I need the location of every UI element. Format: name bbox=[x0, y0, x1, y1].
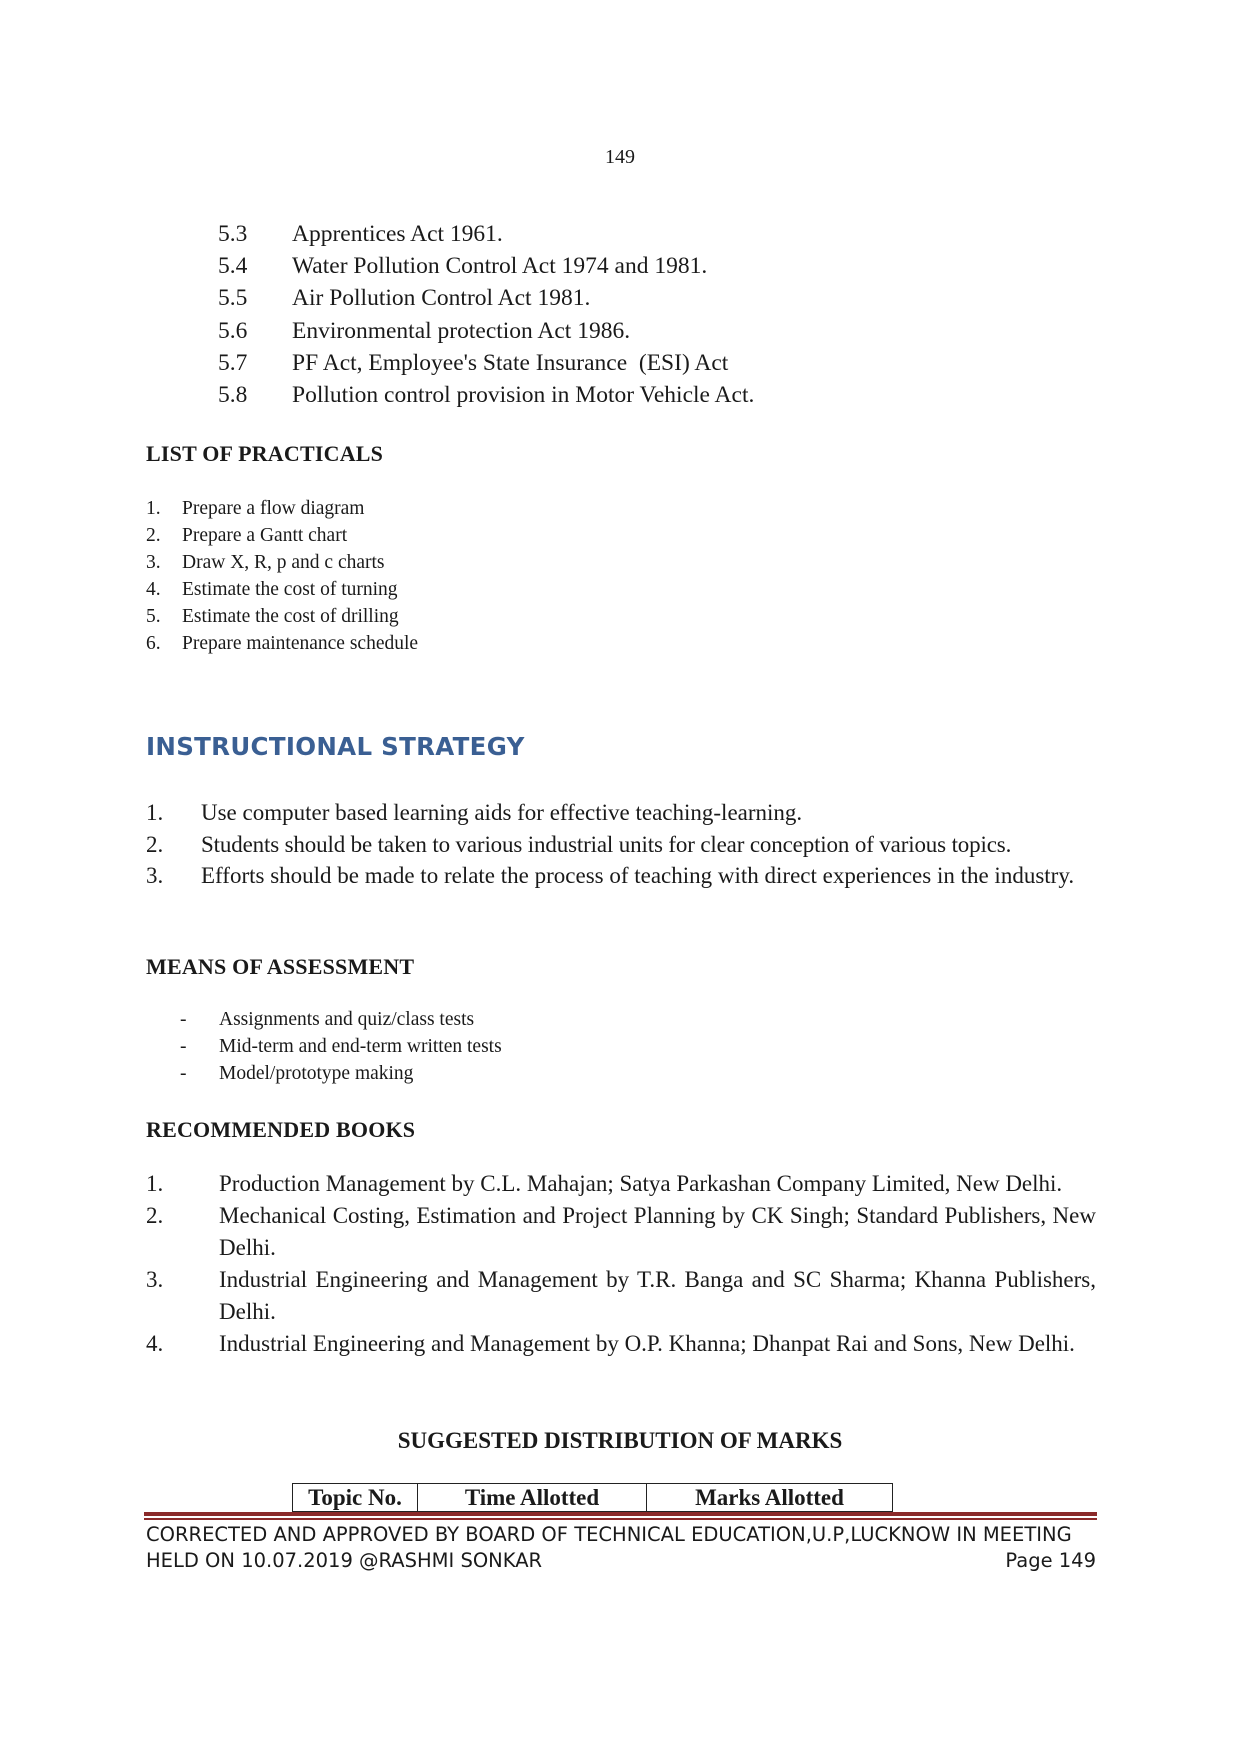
footer-approval-line: CORRECTED AND APPROVED BY BOARD OF TECHNICAL EDUCATION,U.P,LUCKNOW IN MEETING bbox=[146, 1523, 1072, 1546]
assessment-list bbox=[180, 1006, 502, 1087]
table-header-row bbox=[293, 1484, 893, 1512]
item-text: Pollution control provision in Motor Vehicle Act. bbox=[292, 382, 755, 409]
practicals-heading: LIST OF PRACTICALS bbox=[146, 441, 384, 466]
list-item bbox=[146, 1328, 1096, 1360]
item-number: 5.5 bbox=[218, 285, 248, 312]
column-header: Marks Allotted bbox=[647, 1484, 893, 1512]
instructional-strategy-heading: INSTRUCTIONAL STRATEGY bbox=[146, 732, 525, 761]
list-item bbox=[146, 1264, 1096, 1328]
item-text: Industrial Engineering and Management by T.R. Banga and SC Sharma; Khanna Publishers, Delhi. bbox=[219, 1267, 1096, 1324]
unit-topics-list bbox=[218, 218, 754, 412]
item-number: 5.8 bbox=[218, 382, 248, 409]
page-footer bbox=[146, 1522, 1096, 1574]
assessment-heading: MEANS OF ASSESSMENT bbox=[146, 954, 415, 979]
column-header: Topic No. bbox=[293, 1484, 418, 1512]
item-text: Assignments and quiz/class tests bbox=[219, 1008, 475, 1030]
bullet: - bbox=[180, 1008, 187, 1030]
list-item bbox=[146, 604, 418, 631]
item-text: Environmental protection Act 1986. bbox=[292, 317, 631, 344]
item-number: 5. bbox=[146, 606, 161, 627]
list-item bbox=[180, 1033, 502, 1060]
item-text: Mechanical Costing, Estimation and Project Planning by CK Singh; Standard Publishers, New Delhi. bbox=[219, 1203, 1096, 1260]
list-item bbox=[146, 829, 1096, 861]
list-item bbox=[218, 218, 754, 250]
recommended-books-heading: RECOMMENDED BOOKS bbox=[146, 1117, 416, 1142]
footer-page-number: Page 149 bbox=[1005, 1549, 1096, 1572]
item-number: 2. bbox=[146, 831, 164, 857]
page-number-top: 149 bbox=[605, 146, 635, 168]
item-text: Mid-term and end-term written tests bbox=[219, 1035, 502, 1057]
item-number: 1. bbox=[146, 1171, 164, 1196]
item-number: 4. bbox=[146, 1331, 164, 1356]
list-item bbox=[180, 1006, 502, 1033]
list-item bbox=[218, 347, 754, 379]
list-item bbox=[218, 283, 754, 315]
footer-divider-thin bbox=[144, 1518, 1097, 1520]
practicals-list bbox=[146, 496, 418, 657]
item-text: Industrial Engineering and Management by O.P. Khanna; Dhanpat Rai and Sons, New Delhi. bbox=[219, 1331, 1075, 1356]
list-item bbox=[218, 379, 754, 411]
bullet: - bbox=[180, 1062, 187, 1084]
list-item bbox=[218, 315, 754, 347]
list-item bbox=[146, 496, 418, 523]
item-number: 5.4 bbox=[218, 252, 248, 279]
item-text: Model/prototype making bbox=[219, 1062, 414, 1084]
item-number: 1. bbox=[146, 800, 164, 825]
item-text: Prepare maintenance schedule bbox=[182, 632, 419, 654]
item-text: Estimate the cost of turning bbox=[182, 579, 398, 601]
list-item bbox=[146, 577, 418, 604]
item-text: Efforts should be made to relate the process of teaching with direct experiences in the industry. bbox=[201, 863, 1075, 888]
marks-table bbox=[292, 1483, 893, 1512]
item-text: Draw X, R, p and c charts bbox=[182, 552, 385, 574]
item-text: Use computer based learning aids for effective teaching-learning. bbox=[201, 800, 803, 825]
list-item bbox=[146, 550, 418, 577]
list-item bbox=[146, 523, 418, 550]
strategy-list bbox=[146, 797, 1096, 892]
column-header: Time Allotted bbox=[418, 1484, 647, 1512]
footer-divider bbox=[144, 1512, 1097, 1516]
footer-meeting-line: HELD ON 10.07.2019 @RASHMI SONKAR bbox=[146, 1549, 543, 1572]
item-number: 6. bbox=[146, 632, 161, 654]
list-item bbox=[218, 250, 754, 282]
footer-line-2 bbox=[146, 1548, 1096, 1574]
item-number: 3. bbox=[146, 552, 161, 574]
item-text: Apprentices Act 1961. bbox=[292, 220, 503, 247]
marks-distribution-heading: SUGGESTED DISTRIBUTION OF MARKS bbox=[397, 1428, 843, 1453]
item-text: PF Act, Employee's State Insurance (ESI) Act bbox=[292, 349, 729, 376]
item-text: Air Pollution Control Act 1981. bbox=[292, 285, 591, 312]
item-number: 3. bbox=[146, 863, 164, 888]
item-number: 4. bbox=[146, 579, 161, 601]
item-text: Production Management by C.L. Mahajan; Satya Parkashan Company Limited, New Delhi. bbox=[219, 1171, 1063, 1196]
list-item bbox=[180, 1060, 502, 1087]
item-number: 5.3 bbox=[218, 220, 248, 247]
item-number: 2. bbox=[146, 525, 161, 547]
list-item bbox=[146, 1168, 1096, 1200]
item-number: 3. bbox=[146, 1267, 164, 1292]
item-number: 5.7 bbox=[218, 349, 248, 376]
list-item bbox=[146, 797, 1096, 829]
list-item bbox=[146, 860, 1096, 892]
list-item bbox=[146, 1200, 1096, 1264]
item-number: 1. bbox=[146, 498, 161, 520]
item-text: Estimate the cost of drilling bbox=[182, 606, 399, 627]
item-number: 2. bbox=[146, 1203, 164, 1228]
list-item bbox=[146, 630, 418, 657]
item-text: Students should be taken to various industrial units for clear conception of various topics. bbox=[201, 831, 1012, 857]
item-text: Prepare a Gantt chart bbox=[182, 525, 348, 547]
item-number: 5.6 bbox=[218, 317, 248, 344]
item-text: Prepare a flow diagram bbox=[182, 498, 365, 520]
bullet: - bbox=[180, 1035, 187, 1057]
books-list bbox=[146, 1168, 1096, 1360]
item-text: Water Pollution Control Act 1974 and 1981. bbox=[292, 252, 708, 279]
